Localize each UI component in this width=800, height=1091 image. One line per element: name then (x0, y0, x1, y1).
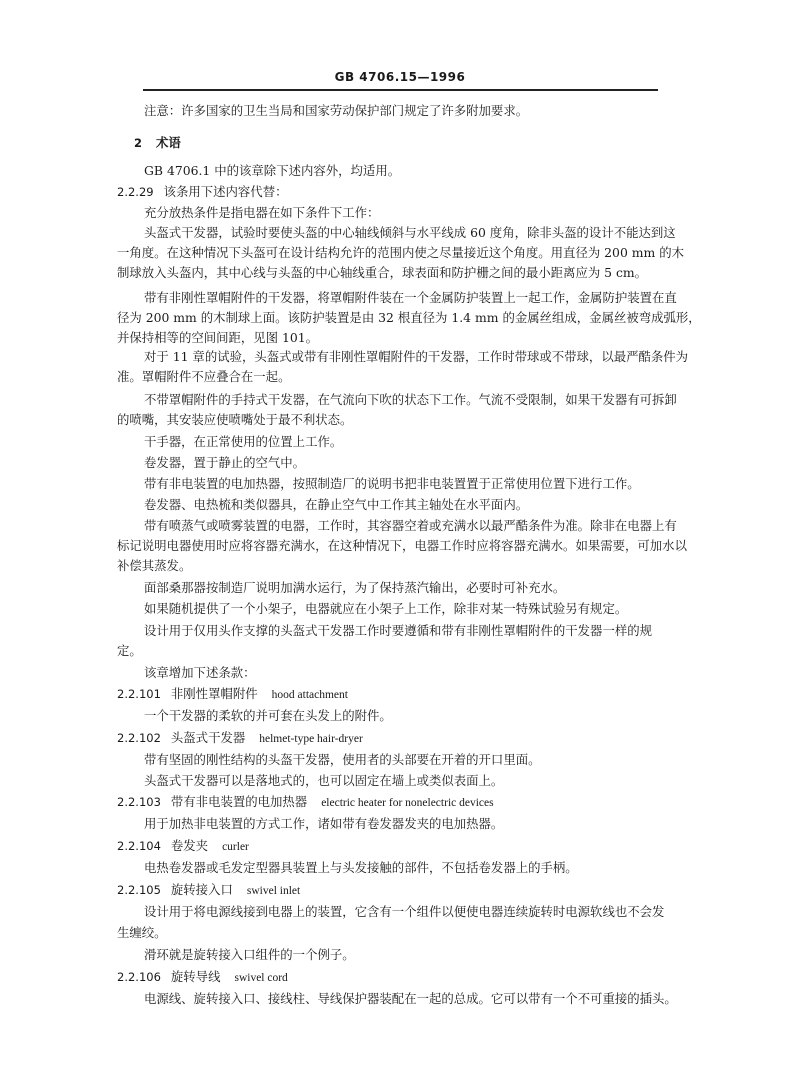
definition-heading (117, 969, 288, 986)
paragraph-line: 头盔式干发器，试验时要使头盔的中心轴线倾斜与水平线成 60 度角，除非头盔的设计不能达到这 (144, 225, 676, 240)
paragraph-line: 准。罩帽附件不应叠合在一起。 (117, 369, 291, 384)
paragraph-line: 充分放热条件是指电器在如下条件下工作： (144, 205, 380, 220)
definition-body: 电热卷发器或毛发定型器具装置上与头发接触的部件，不包括卷发器上的手柄。 (144, 860, 578, 875)
definition-term-en: electric heater for nonelectric devices (321, 797, 494, 809)
definition-number: 2.2.106 (117, 970, 161, 984)
paragraph-line: 的喷嘴，其安装应使喷嘴处于最不利状态。 (117, 412, 353, 427)
definition-body: 设计用于将电源线接到电器上的装置，它含有一个组件以便使电器连续旋转时电源软线也不会发 (144, 904, 665, 919)
paragraph-line: 面部桑那器按制造厂说明加满水运行，为了保持蒸汽输出，必要时可补充水。 (144, 580, 566, 595)
definition-term-en: helmet-type hair-dryer (259, 733, 363, 745)
paragraph-line: 补偿其蒸发。 (117, 558, 192, 573)
definition-number: 2.2.105 (117, 883, 161, 897)
section-number: 2 (134, 136, 143, 150)
definition-body: 电源线、旋转接入口、接线柱、导线保护器装配在一起的总成。它可以带有一个不可重接的插头。 (144, 991, 677, 1006)
paragraph-line: 如果随机提供了一个小架子，电器就应在小架子上工作，除非对某一特殊试验另有规定。 (144, 601, 628, 616)
definition-body: 一个干发器的柔软的并可套在头发上的附件。 (144, 708, 392, 723)
definition-body: 滑环就是旋转接入口组件的一个例子。 (144, 947, 355, 962)
paragraph-line: 一角度。在这种情况下头盔可在设计结构允许的范围内使之尽量接近这个角度。用直径为 200 mm 的木 (117, 245, 684, 260)
paragraph-line: 对于 11 章的试验，头盔式或带有非刚性罩帽附件的干发器，工作时带球或不带球，以最严酷条件为 (144, 349, 689, 364)
paragraph-line: 带有喷蒸气或喷雾装置的电器，工作时，其容器空着或充满水以最严酷条件为准。除非在电器上有 (144, 518, 677, 533)
clause-2-2-29 (117, 184, 287, 200)
definition-term-cn: 旋转接入口 (170, 882, 233, 897)
note-line: 注意：许多国家的卫生当局和国家劳动保护部门规定了许多附加要求。 (144, 103, 529, 118)
paragraph-line: 不带罩帽附件的手持式干发器，在气流向下吹的状态下工作。气流不受限制，如果干发器有可拆卸 (144, 392, 677, 407)
paragraph-line: 设计用于仅用头作支撑的头盔式干发器工作时要遵循和带有非刚性罩帽附件的干发器一样的规 (144, 623, 653, 638)
definition-heading (117, 730, 363, 747)
definition-term-cn: 头盔式干发器 (170, 730, 246, 745)
paragraph-line: 带有非电装置的电加热器，按照制造厂的说明书把非电装置置于正常使用位置下进行工作。 (144, 476, 640, 491)
definition-heading (117, 794, 494, 811)
definition-number: 2.2.103 (117, 795, 161, 809)
section-title: 术语 (156, 135, 181, 150)
definition-term-en: hood attachment (271, 689, 348, 701)
definition-heading (117, 882, 300, 899)
header-rule (143, 89, 658, 91)
definition-body: 用于加热非电装置的方式工作，诸如带有卷发器发夹的电加热器。 (144, 816, 504, 831)
definition-number: 2.2.101 (117, 687, 161, 701)
paragraph-line: 卷发器，置于静止的空气中。 (144, 455, 306, 470)
definition-heading (117, 686, 348, 703)
paragraph-line: 干手器，在正常使用的位置上工作。 (144, 434, 343, 449)
clause-number: 2.2.29 (117, 185, 154, 199)
definition-term-en: swivel inlet (246, 885, 301, 897)
standard-code-header: GB 4706.15—1996 (334, 70, 466, 84)
section-heading (134, 135, 181, 151)
paragraph-line: 定。 (117, 643, 142, 658)
definition-term-cn: 卷发夹 (170, 838, 209, 853)
definition-term-cn: 旋转导线 (170, 969, 221, 984)
definition-body: 带有坚固的刚性结构的头盔干发器，使用者的头部要在开着的开口里面。 (144, 752, 541, 767)
definition-body: 生缠绞。 (117, 925, 167, 940)
definition-body: 头盔式干发器可以是落地式的，也可以固定在墙上或类似表面上。 (144, 773, 504, 788)
definition-term-cn: 带有非电装置的电加热器 (170, 794, 308, 809)
definition-number: 2.2.104 (117, 839, 161, 853)
clause-text: 该条用下述内容代替： (163, 184, 288, 199)
definition-term-cn: 非刚性罩帽附件 (170, 686, 258, 701)
paragraph-line: 卷发器、电热梳和类似器具，在静止空气中工作其主轴处在水平面内。 (144, 497, 529, 512)
definition-number: 2.2.102 (117, 731, 161, 745)
paragraph-line: 径为 200 mm 的木制球上面。该防护装置是由 32 根直径为 1.4 mm 的金属丝组成，金属丝被弯成弧形， (117, 310, 701, 325)
paragraph-line: 标记说明电器使用时应将容器充满水，在这种情况下，电器工作时应将容器充满水。如果需要，可加水以 (117, 538, 687, 553)
definition-term-en: swivel cord (234, 972, 288, 984)
paragraph-line: 制球放入头盔内，其中心线与头盔的中心轴线重合，球表面和防护栅之间的最小距离应为 5 cm。 (117, 265, 648, 280)
paragraph-line: 并保持相等的空间间距，见图 101。 (117, 330, 319, 345)
intro-line: GB 4706.1 中的该章除下述内容外，均适用。 (144, 163, 401, 178)
paragraph-line: 该章增加下述条款： (144, 665, 256, 680)
definition-term-en: curler (222, 841, 249, 853)
paragraph-line: 带有非刚性罩帽附件的干发器，将罩帽附件装在一个金属防护装置上一起工作，金属防护装置在直 (144, 290, 677, 305)
definition-heading (117, 838, 249, 855)
